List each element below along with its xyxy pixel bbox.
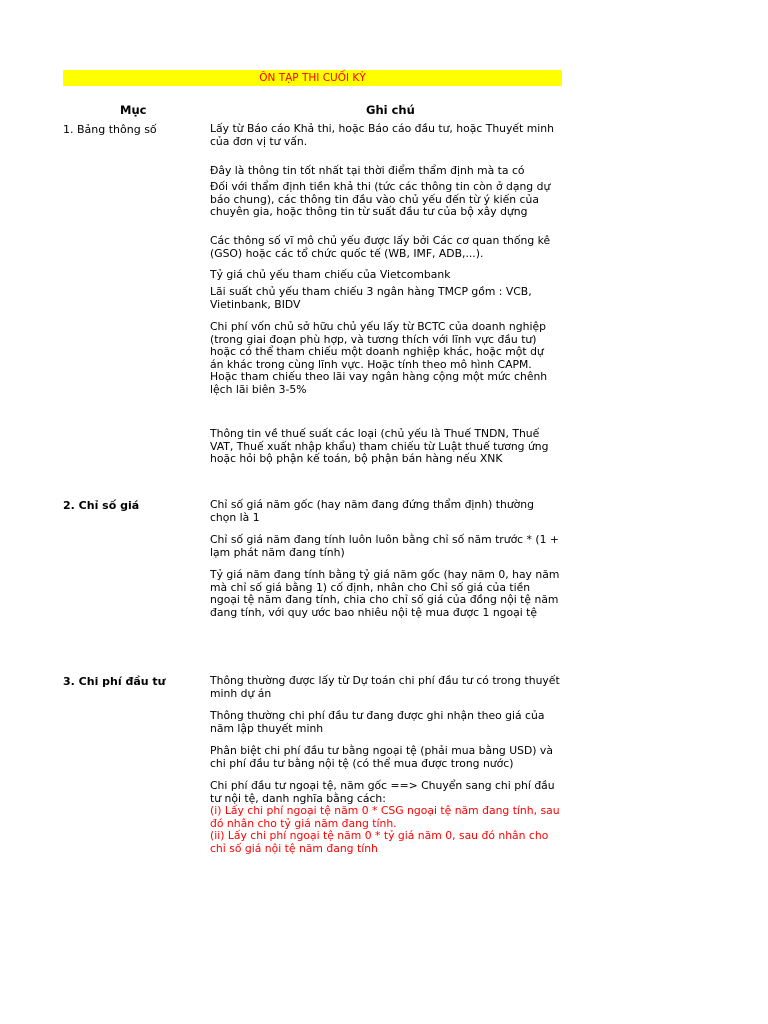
section-label-bang-thong-so: 1. Bảng thông số	[63, 123, 157, 136]
note-cell: Tỷ giá năm đang tính bằng tỷ giá năm gốc (hay năm 0, hay năm mà chỉ số giá bằng 1) cố định, nhân cho Chỉ số giá của tiền ngoại tệ năm đang tính, chia cho chỉ số giá của đồng nội tệ năm đang tính, với quy ước bao nhiêu nội tệ mua được 1 ngoại tệ	[210, 568, 560, 619]
note-cell: Thông thường được lấy từ Dự toán chi phí đầu tư có trong thuyết minh dự án	[210, 674, 560, 700]
note-cell: Phân biệt chi phí đầu tư bằng ngoại tệ (phải mua bằng USD) và chi phí đầu tư bằng nội tệ (có thể mua được trong nước)	[210, 744, 553, 770]
note-cell: Đối với thẩm định tiền khả thi (tức các thông tin còn ở dạng dự báo chung), các thông tin đầu vào chủ yếu đến từ ý kiến của chuyên gia, hoặc thông tin từ suất đầu tư của bộ xây dựng	[210, 180, 551, 219]
note-cell: Chỉ số giá năm đang tính luôn luôn bằng chỉ số năm trước * (1 + lạm phát năm đang tính)	[210, 533, 559, 559]
page-title: ÔN TẠP THI CUỐI KỲ	[259, 72, 366, 84]
note-cell-with-methods	[210, 780, 560, 856]
note-text: Chi phí đầu tư ngoại tệ, năm gốc ==> Chuyển sang chi phí đầu tư nội tệ, danh nghĩa bằng cách:	[210, 779, 555, 805]
note-cell: Lãi suất chủ yếu tham chiếu 3 ngân hàng TMCP gồm : VCB, Vietinbank, BIDV	[210, 285, 532, 311]
title-band	[63, 70, 562, 86]
note-cell: Tỷ giá chủ yếu tham chiếu của Vietcombank	[210, 268, 451, 281]
note-cell: Thông thường chi phí đầu tư đang được ghi nhận theo giá của năm lập thuyết minh	[210, 709, 545, 735]
note-cell: Chỉ số giá năm gốc (hay năm đang đứng thẩm định) thường chọn là 1	[210, 498, 534, 524]
section-label-chi-phi-dau-tu: 3. Chi phí đầu tư	[63, 675, 166, 688]
note-cell: Thông tin về thuế suất các loại (chủ yếu là Thuế TNDN, Thuế VAT, Thuế xuất nhập khẩu) tham chiếu từ Luật thuế tương ứng hoặc hỏi bộ phận kế toán, bộ phận bán hàng nếu XNK	[210, 427, 549, 466]
note-cell: Các thông số vĩ mô chủ yếu được lấy bởi Các cơ quan thống kê (GSO) hoặc các tổ chức quốc tế (WB, IMF, ADB,...).	[210, 234, 551, 260]
section-label-chi-so-gia: 2. Chỉ số giá	[63, 499, 140, 512]
note-cell: Lấy từ Báo cáo Khả thi, hoặc Báo cáo đầu tư, hoặc Thuyết minh của đơn vị tư vấn.	[210, 122, 554, 148]
note-cell: Đây là thông tin tốt nhất tại thời điểm thẩm định mà ta có	[210, 164, 525, 177]
column-header-muc: Mục	[120, 103, 147, 117]
note-cell: Chi phí vốn chủ sở hữu chủ yếu lấy từ BCTC của doanh nghiệp (trong giai đoạn phù hợp, và tương thích với lĩnh vực đầu tư) hoặc có thể tham chiếu một doanh nghiệp khác, hoặc một dự án khác trong cùng lĩnh vực. Hoặc tính theo mô hình CAPM. Hoặc tham chiếu theo lãi vay ngân hàng cộng một mức chênh lệch lãi biên 3-5%	[210, 320, 548, 396]
method-note-red: (i) Lấy chi phí ngoại tệ năm 0 * CSG ngoại tệ năm đang tính, sau đó nhân cho tỷ giá năm đang tính.	[210, 804, 560, 830]
method-note-red: (ii) Lấy chi phí ngoại tệ năm 0 * tỷ giá năm 0, sau đó nhân cho chỉ số giá nội tệ năm đang tính	[210, 829, 549, 855]
column-header-ghi-chu: Ghi chú	[366, 103, 415, 117]
